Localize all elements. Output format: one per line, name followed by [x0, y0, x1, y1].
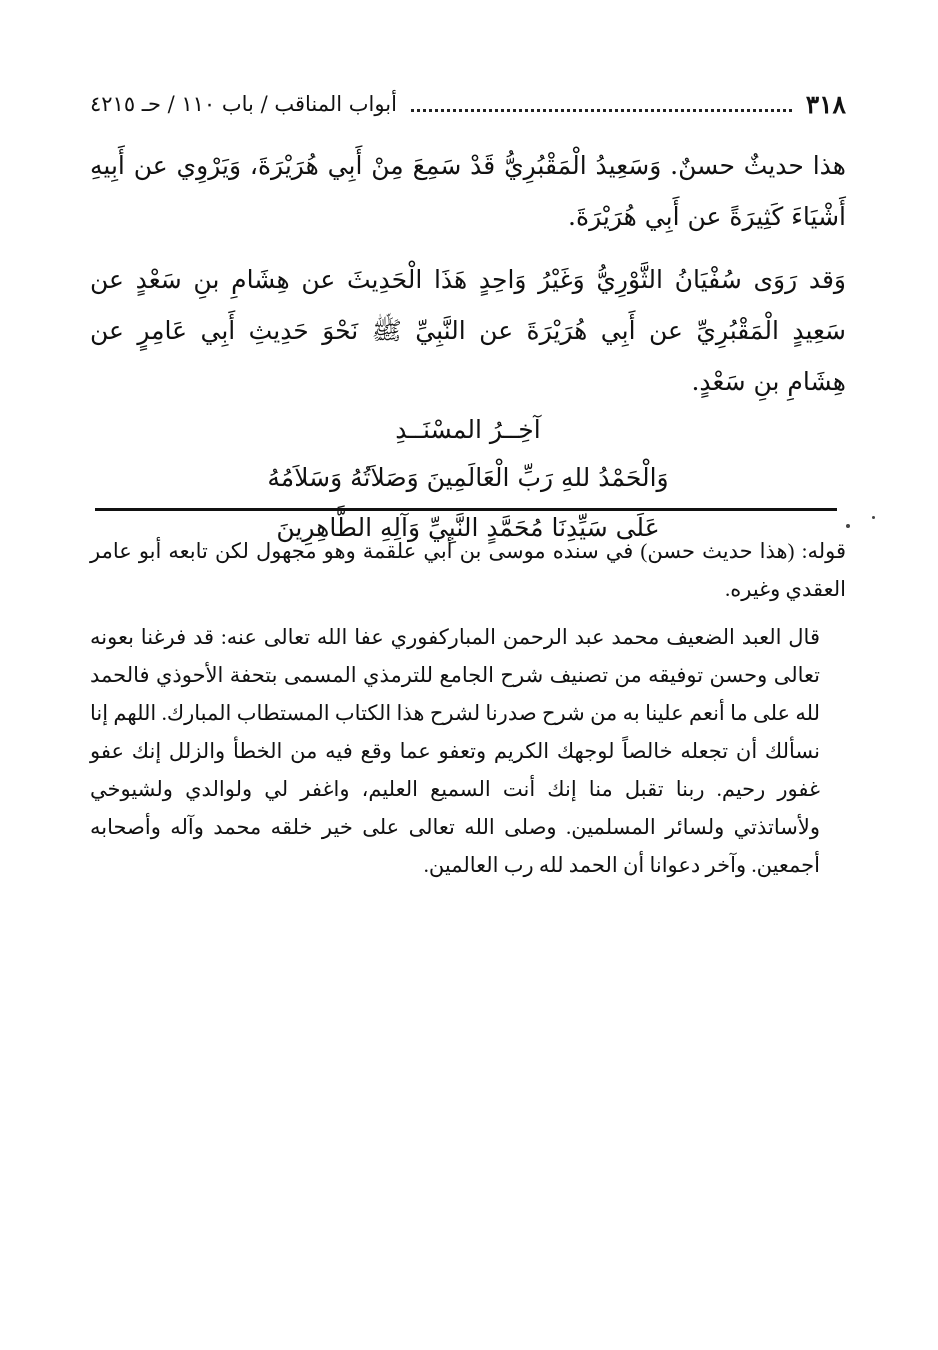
colophon-heading: آخِــرُ المسْنَــدِ [395, 415, 541, 444]
footnote: قال العبد الضعيف محمد عبد الرحمن المباركفوري عفا الله تعالى عنه: قد فرغنا بعونه تعالى وحسن توفيقه من تصنيف شرح الجامع للترمذي المسمى بتحفة الأحوذي فالحمد لله على ما أنعم علينا به من شرح صدرنا لشرح هذا الكتاب المستطاب المبارك. اللهم إنا نسألك أن تجعله خالصاً لوجهك الكريم وتعفو عما وقع فيه من الخطأ والزلل إنك عفو غفور رحيم. ربنا تقبل منا إنك أنت السميع العليم، واغفر لي ولوالدي ولشيوخي ولأساتذتي ولسائر المسلمين. وصلى الله تعالى على خير خلقه محمد وآله وأصحابه أجمعين. وآخر دعوانا أن الحمد لله رب العالمين. [90, 625, 820, 877]
running-title: أبواب المناقب / باب ١١٠ / حـ ٤٢١٥ [90, 92, 397, 116]
scan-speck [872, 516, 875, 519]
header-dot-leader [411, 103, 792, 112]
footnote: قوله: (هذا حديث حسن) في سنده موسى بن أبي علقمة وهو مجهول لكن تابعه أبو عامر العقدي وغيره. [90, 539, 846, 601]
colophon-line: عَلَى سَيِّدِنَا مُحَمَّدٍ النَّبِيِّ وَآلِهِ الطَّاهِرِينَ [276, 513, 660, 542]
main-text [90, 140, 846, 553]
footnotes [90, 532, 846, 884]
page-header [90, 84, 846, 124]
page-number: ٣١٨ [805, 89, 846, 119]
colophon-line: وَالْحَمْدُ للهِ رَبِّ الْعَالَمِينَ وَصَلاَتُهُ وَسَلاَمُهُ [267, 463, 669, 492]
main-paragraph: وَقد رَوَى سُفْيَانُ الثَّوْرِيُّ وَغَيْرُ وَاحِدٍ هَذَا الْحَدِيثَ عن هِشَامِ بنِ سَعْدٍ عن سَعِيدٍ الْمَقْبُرِيِّ عن أَبِي هُرَيْرَةَ عن النَّبِيِّ ﷺ نَحْوَ حَدِيثِ أَبِي عَامِرٍ عن هِشَامِ بنِ سَعْدٍ. [90, 265, 846, 396]
footnote-separator [95, 508, 837, 511]
main-paragraph: هذا حديثٌ حسنٌ. وَسَعِيدُ الْمَقْبُرِيُّ قَدْ سَمِعَ مِنْ أَبِي هُرَيْرَةَ، وَيَرْوِي عن أَبِيهِ أَشْيَاءَ كَثِيرَةً عن أَبِي هُرَيْرَةَ. [90, 151, 846, 231]
scan-speck [846, 524, 850, 528]
